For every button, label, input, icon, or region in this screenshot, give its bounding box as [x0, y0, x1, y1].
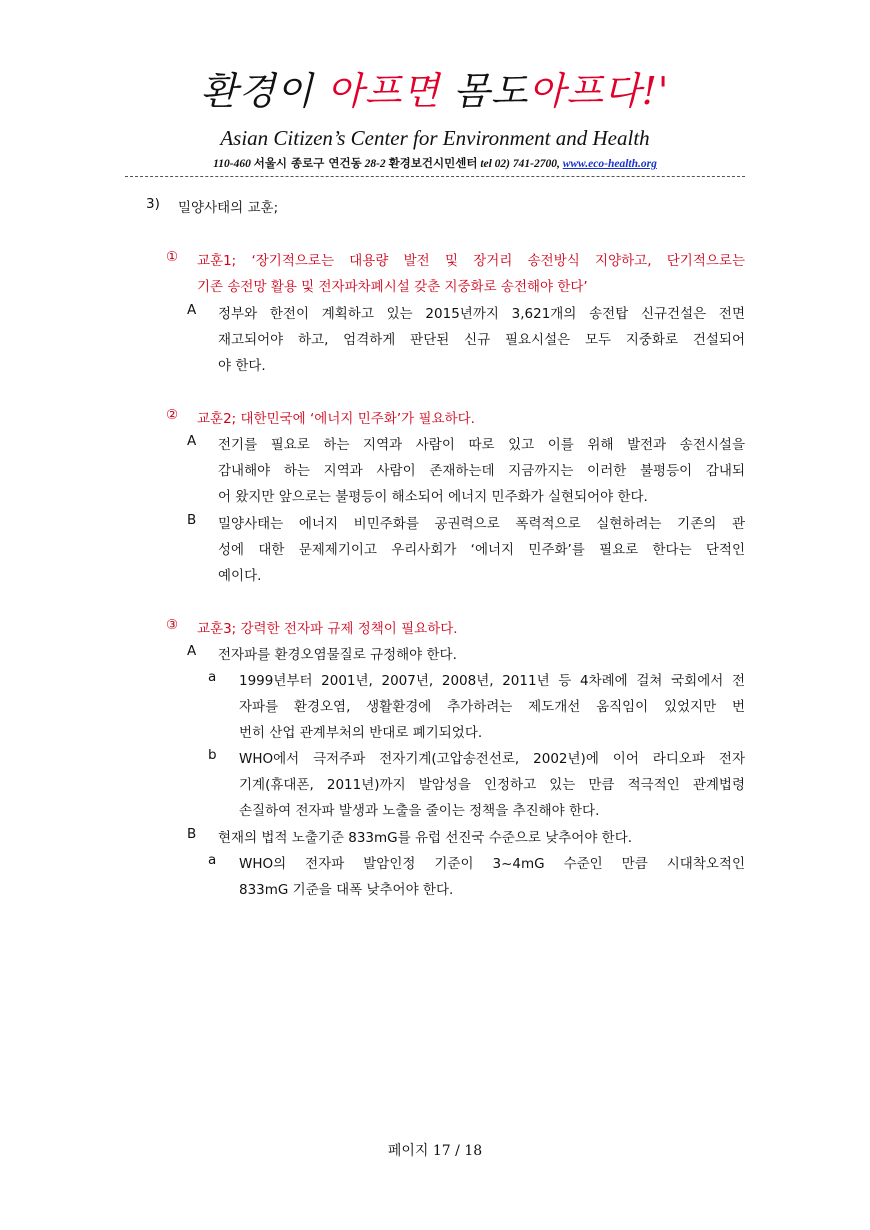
- item-text: 현재의 법적 노출기준 833mG를 유럽 선진국 수준으로 낮추어야 한다.: [218, 830, 633, 846]
- address-korean: 서울시 종로구 연건동: [253, 156, 362, 170]
- logo-part: 몸도: [453, 69, 529, 113]
- subitem-marker: a: [208, 669, 217, 685]
- subitem-text: 833mG 기준을 대폭 낮추어야 한다.: [239, 882, 454, 898]
- item-text: 예이다.: [218, 568, 262, 584]
- item-text: 전기를 필요로 하는 지역과 사람이 따로 있고 이를 위해 발전과 송전시설을: [218, 437, 745, 453]
- item-marker: A: [187, 433, 197, 449]
- address-org: 환경보건시민센터: [388, 156, 478, 170]
- item-marker: B: [187, 826, 197, 842]
- page-label: 페이지: [387, 1143, 429, 1159]
- item-marker: A: [187, 302, 197, 318]
- subitem-text: WHO에서 극저주파 전자기계(고압송전선로, 2002년)에 이어 라디오파 전자: [239, 751, 745, 767]
- header-divider: [125, 176, 745, 177]
- item-text: 감내해야 하는 지역과 사람이 존재하는데 지금까지는 이러한 불평등이 감내되: [218, 463, 745, 479]
- subitem-text: 1999년부터 2001년, 2007년, 2008년, 2011년 등 4차례에 걸쳐 국회에서 전: [239, 673, 745, 689]
- item-text: 야 한다.: [218, 358, 266, 374]
- subitem-text: 번히 산업 관계부처의 반대로 폐기되었다.: [239, 725, 483, 741]
- slogan-logo: [0, 69, 870, 113]
- subitem-text: WHO의 전자파 발암인정 기준이 3~4mG 수준인 만큼 시대착오적인: [239, 856, 745, 872]
- item-text: 정부와 한전이 계획하고 있는 2015년까지 3,621개의 송전탑 신규건설은 전면: [218, 306, 745, 322]
- logo-part: 아프면: [326, 69, 454, 113]
- section-title: 밀양사태의 교훈;: [178, 200, 279, 216]
- item-text: 밀양사태는 에너지 비민주화를 공권력으로 폭력적으로 실현하려는 기존의 관: [218, 516, 745, 532]
- address-number: 28-2: [364, 158, 386, 170]
- postal-code: 110-460: [213, 158, 251, 170]
- section-number: 3): [146, 196, 160, 212]
- website-link[interactable]: www.eco-health.org: [562, 158, 657, 170]
- subitem-marker: b: [208, 747, 217, 763]
- page-footer: [0, 1140, 870, 1160]
- page-current: 17: [432, 1143, 451, 1159]
- lesson-marker: ②: [166, 407, 179, 423]
- lesson-title: 기존 송전망 활용 및 전자파차폐시설 갖춘 지중화로 송전해야 한다’: [197, 279, 588, 295]
- logo-part: 아프다!': [528, 69, 670, 113]
- lesson-marker: ③: [166, 617, 179, 633]
- lesson-title: 교훈1; ‘장기적으로는 대용량 발전 및 장거리 송전방식 지양하고, 단기적으로는: [197, 253, 745, 269]
- item-text: 재고되어야 하고, 엄격하게 판단된 신규 필요시설은 모두 지중화로 건설되어: [218, 332, 745, 348]
- logo-part: 환경이: [200, 69, 327, 113]
- lesson-title: 교훈2; 대한민국에 ‘에너지 민주화’가 필요하다.: [197, 411, 475, 427]
- lesson-title: 교훈3; 강력한 전자파 규제 정책이 필요하다.: [197, 621, 458, 637]
- subitem-text: 자파를 환경오염, 생활환경에 추가하려는 제도개선 움직임이 있었지만 번: [239, 699, 745, 715]
- item-text: 성에 대한 문제제기이고 우리사회가 ‘에너지 민주화’를 필요로 한다는 단적인: [218, 542, 745, 558]
- page-total: 18: [464, 1143, 483, 1159]
- telephone: tel 02) 741-2700,: [480, 158, 560, 170]
- organization-name: Asian Citizen’s Center for Environment and Health: [220, 126, 650, 150]
- item-marker: A: [187, 643, 197, 659]
- address-line: [0, 155, 870, 171]
- page-separator: /: [455, 1143, 460, 1159]
- subitem-text: 기계(휴대폰, 2011년)까지 발암성을 인정하고 있는 만큼 적극적인 관계법령: [239, 777, 745, 793]
- subitem-marker: a: [208, 852, 217, 868]
- subitem-text: 손질하여 전자파 발생과 노출을 줄이는 정책을 추진해야 한다.: [239, 803, 600, 819]
- item-text: 어 왔지만 앞으로는 불평등이 해소되어 에너지 민주화가 실현되어야 한다.: [218, 489, 648, 505]
- item-marker: B: [187, 512, 197, 528]
- lesson-marker: ①: [166, 249, 179, 265]
- item-text: 전자파를 환경오염물질로 규정해야 한다.: [218, 647, 457, 663]
